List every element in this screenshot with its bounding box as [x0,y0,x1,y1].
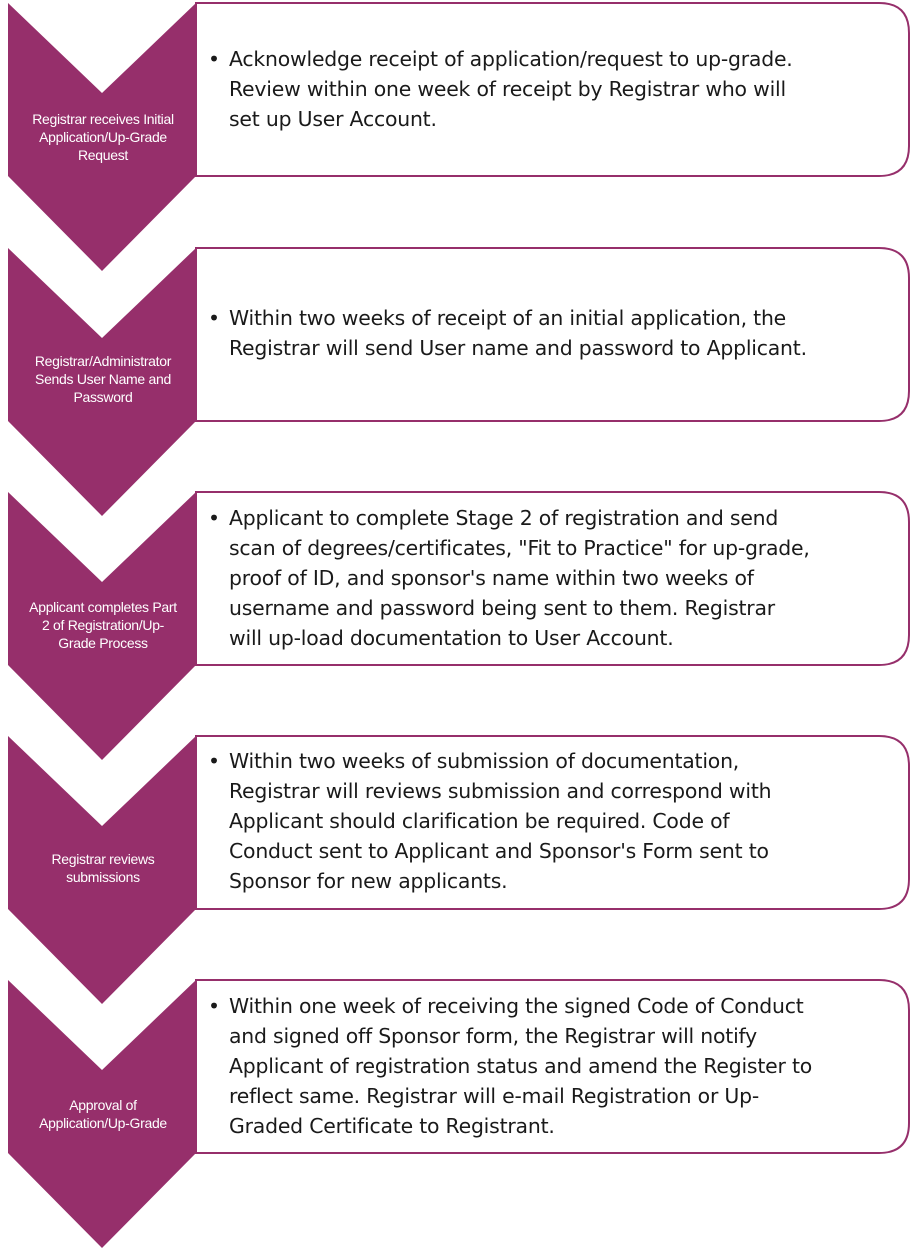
step-description [208,991,903,1141]
step-label-line: 2 of Registration/Up- [41,617,165,633]
bullet-icon: • [208,306,220,330]
step-label-line: Approval of [69,1097,137,1113]
step-label [8,850,198,886]
step-description-line: Applicant of registration status and amend the Register to [229,1054,813,1078]
step-description-line: Acknowledge receipt of application/request to up-grade. [229,47,793,71]
step-description-line: Applicant should clarification be required. Code of [229,809,730,833]
step-label-line: Application/Up-Grade [39,129,167,145]
bullet-icon: • [208,994,220,1018]
step-description-line: username and password being sent to them. Registrar [229,596,775,620]
step-label [8,1096,198,1132]
step-description-line: Applicant to complete Stage 2 of registration and send [229,506,779,530]
step-description-line: scan of degrees/certificates, "Fit to Practice" for up-grade, [229,536,810,560]
step-label-line: Password [73,389,133,405]
step-description-line: will up-load documentation to User Account. [229,626,674,650]
step-label-line: submissions [66,869,140,885]
step-label-line: Grade Process [58,635,148,651]
step-label-line: Registrar/Administrator [34,353,172,369]
step-label [8,110,198,164]
bullet-icon: • [208,506,220,530]
step-description-line: Registrar will reviews submission and correspond with [229,779,772,803]
step-description-line: Conduct sent to Applicant and Sponsor's Form sent to [229,839,769,863]
step-description-line: Sponsor for new applicants. [229,869,508,893]
step-description-line: proof of ID, and sponsor's name within two weeks of [229,566,754,590]
step-description-line: Graded Certificate to Registrant. [229,1114,555,1138]
step-label [8,598,198,652]
step-description-line: Within two weeks of submission of documentation, [229,749,740,773]
step-description-line: reflect same. Registrar will e-mail Registration or Up- [229,1084,760,1108]
bullet-icon: • [208,749,220,773]
step-label-line: Registrar receives Initial [32,111,174,127]
step-description-line: and signed off Sponsor form, the Registrar will notify [229,1024,758,1048]
step-label-line: Sends User Name and [35,371,171,387]
step-description-line: Review within one week of receipt by Registrar who will [229,77,786,101]
step-description-line: Registrar will send User name and password to Applicant. [229,336,807,360]
step-label [8,352,198,406]
bullet-icon: • [208,47,220,71]
step-label-line: Request [77,147,129,163]
step-description [208,44,903,134]
step-description-line: Within two weeks of receipt of an initial application, the [229,306,787,330]
step-label-line: Applicant completes Part [29,599,177,615]
step-description-line: Within one week of receiving the signed Code of Conduct [229,994,804,1018]
step-description-line: set up User Account. [229,107,437,131]
step-description [208,746,903,896]
step-description [208,303,903,363]
step-label-line: Registrar reviews [51,851,155,867]
step-description [208,503,903,653]
step-label-line: Application/Up-Grade [39,1115,167,1131]
